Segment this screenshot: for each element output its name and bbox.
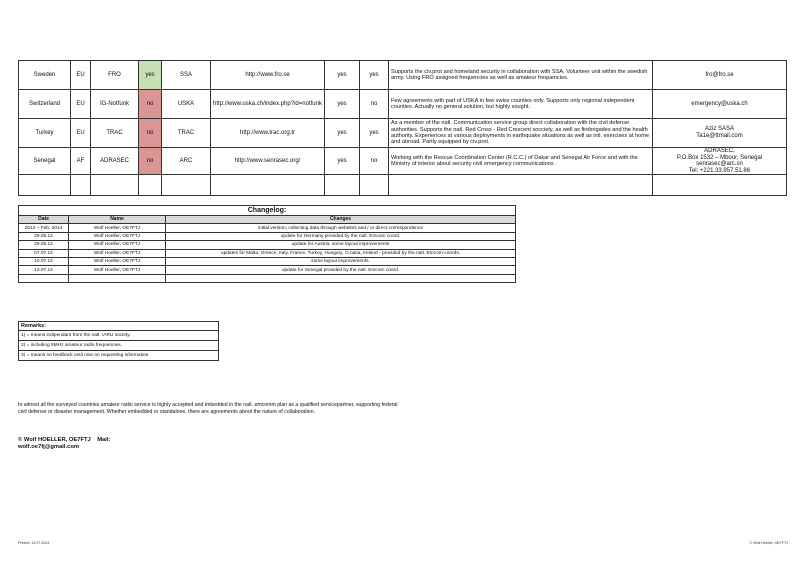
changelog-changes: some layout improvements.: [166, 257, 516, 265]
contact-line: P.O.Box 1532 – Mbour, Senegal: [676, 154, 763, 161]
country-row: [19, 119, 787, 148]
cell-iaru-member: ARC: [162, 148, 211, 175]
country-row: [19, 61, 787, 90]
empty-row: [19, 175, 787, 196]
contact-line: Tel: +221.33.957.51.86: [688, 167, 751, 174]
empty-cell: [139, 175, 162, 196]
empty-cell: [360, 175, 389, 196]
country-row: [19, 90, 787, 119]
remark-item: 1) = means indipendant from the natl. IARU society.: [19, 331, 219, 341]
cell-url[interactable]: http://www.trac.org.tr: [211, 119, 325, 148]
changelog-row: [19, 241, 516, 249]
empty-cell: [211, 175, 325, 196]
changelog-changes: [166, 274, 516, 282]
contact-line: Ta1e@ttmail.com: [696, 133, 743, 139]
empty-cell: [19, 175, 71, 196]
cell-col-a: yes: [325, 119, 360, 148]
country-table: [18, 60, 787, 196]
changelog-header-name: Name: [69, 216, 166, 224]
cell-contact: [653, 119, 787, 148]
empty-cell: [653, 175, 787, 196]
cell-iaru: no: [139, 90, 162, 119]
cell-contact: [653, 61, 787, 90]
changelog-changes: update for Austria, some layout improvements: [166, 241, 516, 249]
cell-col-b: no: [360, 148, 389, 175]
cell-country: Turkey: [19, 119, 71, 148]
footer-copyright: © Wolf Hoeller, OE7FTJ: [749, 541, 788, 545]
changelog-date: 13.07.14: [19, 266, 69, 274]
changelog-row: [19, 232, 516, 240]
cell-contact: [653, 90, 787, 119]
changelog-row: [19, 224, 516, 232]
changelog-changes: initial version, collecting data through websites and / or direct correspondence: [166, 224, 516, 232]
cell-desc: Supports the civ.prot and homeland security in collaboration with SSA. Volunteer unit within the swedish army. Using FRO assigned frequencies as well as amateur frequencies.: [389, 61, 653, 90]
cell-desc: Few agreements with part of USKA in few swiss counties only. Supports only regional independent counties. Actually no general solution, but highly sought.: [389, 90, 653, 119]
cell-country: Switzerland: [19, 90, 71, 119]
cell-contact: [653, 148, 787, 175]
cell-iaru-member: TRAC: [162, 119, 211, 148]
changelog-date: 07.07.14: [19, 249, 69, 257]
cell-iaru: no: [139, 119, 162, 148]
changelog-name: Wolf Hoeller, OE7FTJ: [69, 232, 166, 240]
country-table-body: [19, 61, 787, 196]
empty-cell: [389, 175, 653, 196]
cell-region: EU: [71, 119, 91, 148]
cell-iaru-member: USKA: [162, 90, 211, 119]
cell-desc: Working with the Rescue Coordination Center (R.C.C.) of Dakar and Senegal Air Force and with the Ministry of interior about security civil emergency communications .: [389, 148, 653, 175]
remark-item: 2) = including 5MHz amateur radio frequencies.: [19, 341, 219, 351]
contact-line: fro@fro.se: [705, 71, 734, 78]
cell-url[interactable]: http://www.fro.se: [211, 61, 325, 90]
cell-iaru: no: [139, 148, 162, 175]
remarks-title: Remarks:: [19, 322, 219, 331]
changelog-name: Wolf Hoeller, OE7FTJ: [69, 224, 166, 232]
cell-iaru: yes: [139, 61, 162, 90]
changelog-header-changes: Changes: [166, 216, 516, 224]
contact-line: emergency@uska.ch: [691, 100, 748, 107]
changelog-title: Changelog:: [19, 206, 516, 216]
cell-region: EU: [71, 61, 91, 90]
changelog-table: [18, 205, 516, 283]
cell-country: Sweden: [19, 61, 71, 90]
changelog-date: 2012 – Feb. 2014: [19, 224, 69, 232]
cell-url[interactable]: http://www.uska.ch/index.php?id=notfunk: [211, 90, 325, 119]
contact-line: senrasec@arc.sn: [696, 161, 743, 168]
cell-col-b: yes: [360, 61, 389, 90]
cell-region: AF: [71, 148, 91, 175]
changelog-row: [19, 274, 516, 282]
changelog-changes: updates for Malta, Greece, Italy, France, Turkey, Hungary, Croatia, Ireland - provided by the natl. Emcom-coords.: [166, 249, 516, 257]
changelog-changes: update for Germany provided by the natl. Emcom coord.: [166, 232, 516, 240]
summary-note: In almost all the surveyed countries amateur radio service is highly accepted and imbedded in the natl. emcomm plan as a qualified servicepartner, supporting federal civil defense or disaster management. Whether embedded or standalone, there are agreements about the nature of collaboration.: [18, 402, 398, 415]
changelog-row: [19, 266, 516, 274]
cell-org: IG-Notfunk: [91, 90, 139, 119]
changelog-row: [19, 257, 516, 265]
changelog-name: [69, 274, 166, 282]
cell-col-b: yes: [360, 119, 389, 148]
changelog-date: 29.05.14: [19, 241, 69, 249]
cell-col-a: yes: [325, 90, 360, 119]
cell-org: ADRASEC: [91, 148, 139, 175]
empty-cell: [71, 175, 91, 196]
cell-url[interactable]: http://www.senrasec.org/: [211, 148, 325, 175]
cell-desc: As a member of the natl. Communication service group direct collaboration with the civil defense authorities. Supports the natl. Red Cross - Red Crescent socciety, as well as firebrigades and the health authority. Experiences at various deployments in earthquake situations as well as intl. exercises at home and abroad. Partly equipped by civ.prot.: [389, 119, 653, 148]
changelog-name: Wolf Hoeller, OE7FTJ: [69, 249, 166, 257]
author-line: © Wolf HOELLER, OE7FTJ Mail:: [18, 437, 111, 443]
cell-org: TRAC: [91, 119, 139, 148]
cell-country: Senegal: [19, 148, 71, 175]
cell-iaru-member: SSA: [162, 61, 211, 90]
cell-col-b: no: [360, 90, 389, 119]
cell-org: FRO: [91, 61, 139, 90]
empty-cell: [162, 175, 211, 196]
changelog-date: 29.05.14: [19, 232, 69, 240]
changelog-date: 10.07.14: [19, 257, 69, 265]
cell-col-a: yes: [325, 61, 360, 90]
changelog-name: Wolf Hoeller, OE7FTJ: [69, 241, 166, 249]
remark-item: 3) = means no feedback until now on requesting information: [19, 351, 219, 361]
changelog-name: Wolf Hoeller, OE7FTJ: [69, 266, 166, 274]
country-row: [19, 148, 787, 175]
empty-cell: [325, 175, 360, 196]
changelog-date: [19, 274, 69, 282]
cell-region: EU: [71, 90, 91, 119]
changelog-body: [19, 224, 516, 283]
contact-line: ADRASEC,: [704, 148, 735, 154]
empty-cell: [91, 175, 139, 196]
cell-col-a: yes: [325, 148, 360, 175]
contact-line: Aziz SASA: [704, 126, 734, 133]
author-block: [18, 437, 110, 451]
changelog-name: Wolf Hoeller, OE7FTJ: [69, 257, 166, 265]
changelog-changes: update for Senegal provided by the natl. Emcom coord.: [166, 266, 516, 274]
author-email: wolf.oe7fj@gmail.com: [18, 444, 80, 450]
changelog-row: [19, 249, 516, 257]
remarks-table: [18, 321, 219, 361]
footer-print-date: Printed: 13.07.2014: [18, 541, 50, 545]
changelog-header-date: Date: [19, 216, 69, 224]
